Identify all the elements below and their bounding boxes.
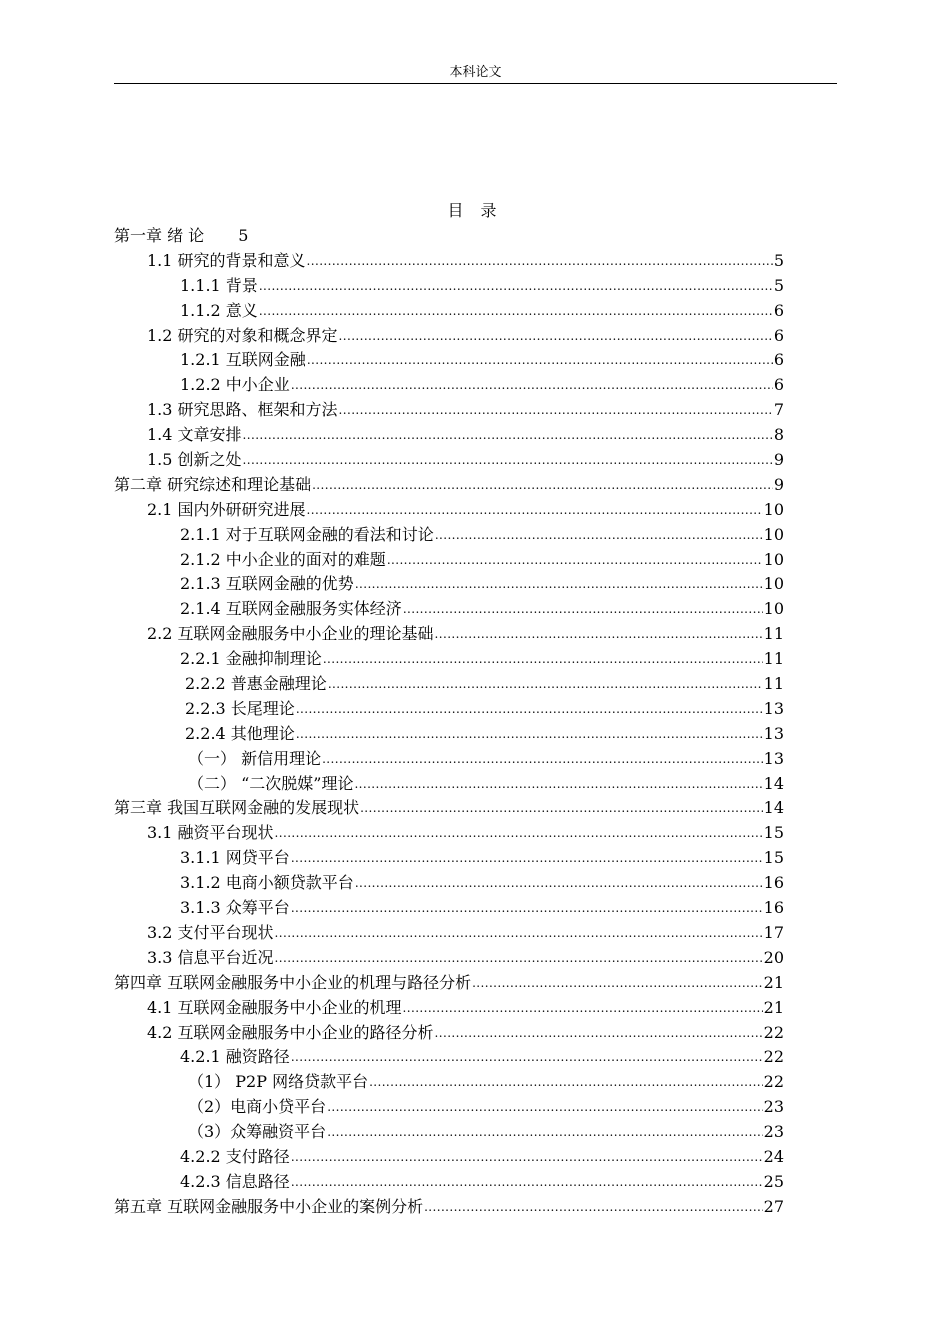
toc-leader-dots	[312, 472, 773, 498]
toc-leader-dots	[243, 447, 773, 473]
toc-entry[interactable]	[114, 348, 784, 373]
toc-entry-label: 1.2.2 中小企业	[180, 375, 290, 395]
toc-leader-dots	[327, 1119, 762, 1145]
toc-leader-dots	[275, 920, 763, 946]
toc-entry-label: 第四章 互联网金融服务中小企业的机理与路径分析	[114, 972, 472, 992]
toc-entry[interactable]	[114, 1095, 784, 1120]
toc-leader-dots	[291, 1044, 763, 1070]
toc-leader-dots	[259, 273, 773, 299]
toc-entry[interactable]	[114, 1145, 784, 1170]
toc-entry-label: 1.4 文章安排	[147, 425, 242, 445]
toc-leader-dots	[323, 646, 763, 672]
toc-entry-page-number: 23	[763, 1122, 784, 1142]
toc-entry[interactable]	[114, 622, 784, 647]
toc-entry-page-number: 6	[773, 300, 784, 320]
toc-entry[interactable]	[114, 548, 784, 573]
toc-entry-page-number: 6	[773, 375, 784, 395]
toc-leader-dots	[435, 1020, 763, 1046]
toc-entry-page-number: 10	[763, 524, 784, 544]
toc-entry-label: 3.2 支付平台现状	[147, 922, 274, 942]
toc-entry-label: 3.1 融资平台现状	[147, 823, 274, 843]
toc-entry[interactable]	[114, 921, 784, 946]
toc-entry[interactable]	[114, 1195, 784, 1220]
toc-entry[interactable]	[114, 423, 784, 448]
toc-leader-dots	[307, 248, 773, 274]
toc-entry-page-number: 24	[763, 1146, 784, 1166]
toc-entry[interactable]	[114, 324, 784, 349]
toc-leader-dots	[339, 397, 773, 423]
toc-entry-label: 2.1 国内外研研究进展	[147, 499, 306, 519]
toc-entry-page-number: 11	[763, 674, 784, 694]
toc-entry[interactable]	[114, 1070, 784, 1095]
toc-entry-page-number: 5	[238, 226, 249, 245]
toc-entry-page-number: 22	[763, 1022, 784, 1042]
toc-entry-label: 4.1 互联网金融服务中小企业的机理	[147, 997, 402, 1017]
toc-entry-page-number: 14	[763, 798, 784, 818]
toc-leader-dots	[424, 1194, 763, 1220]
toc-entry[interactable]	[114, 946, 784, 971]
toc-entry-page-number: 13	[763, 698, 784, 718]
toc-leader-dots	[403, 596, 763, 622]
toc-entry[interactable]	[114, 971, 784, 996]
toc-entry-page-number: 9	[773, 474, 784, 494]
toc-title: 目 录	[447, 201, 503, 220]
toc-entry-page-number: 10	[763, 549, 784, 569]
toc-leader-dots	[275, 945, 763, 971]
toc-entry-page-number: 22	[763, 1072, 784, 1092]
toc-entry[interactable]	[114, 498, 784, 523]
toc-entry-page-number: 25	[763, 1171, 784, 1191]
toc-leader-dots	[339, 323, 773, 349]
toc-entry-label: 4.2 互联网金融服务中小企业的路径分析	[147, 1022, 434, 1042]
toc-entry-label: 2.1.4 互联网金融服务实体经济	[180, 599, 402, 619]
toc-entry[interactable]	[114, 1021, 784, 1046]
toc-entry-page-number: 10	[763, 574, 784, 594]
toc-entry[interactable]	[114, 299, 784, 324]
toc-leader-dots	[291, 1144, 763, 1170]
toc-entry[interactable]	[114, 249, 784, 274]
toc-entry-page-number: 10	[763, 499, 784, 519]
toc-entry-label: （3）众筹融资平台	[188, 1122, 327, 1142]
header-rule	[114, 83, 837, 84]
toc-entry-page-number: 16	[763, 873, 784, 893]
toc-leader-dots	[435, 621, 763, 647]
toc-entry-page-number: 11	[763, 649, 784, 669]
toc-entry-label: 2.1.2 中小企业的面对的难题	[180, 549, 386, 569]
toc-entry[interactable]	[114, 672, 784, 697]
toc-entry[interactable]	[114, 996, 784, 1021]
toc-leader-dots	[296, 721, 763, 747]
toc-leader-dots	[360, 795, 763, 821]
toc-entry-label: 1.5 创新之处	[147, 450, 242, 470]
toc-entry-page-number: 7	[773, 400, 784, 420]
toc-entry-label: 4.2.3 信息路径	[180, 1171, 290, 1191]
toc-entry[interactable]	[114, 896, 784, 921]
toc-entry-label: 2.2.3 长尾理论	[185, 698, 295, 718]
toc-entry-label: 2.2.2 普惠金融理论	[185, 674, 327, 694]
toc-entry-label: 3.1.2 电商小额贷款平台	[180, 873, 354, 893]
toc-entry-label: 1.1 研究的背景和意义	[147, 250, 306, 270]
toc-leader-dots	[275, 820, 763, 846]
toc-leader-dots	[328, 671, 763, 697]
toc-entry[interactable]	[114, 373, 784, 398]
toc-entry-label: 4.2.1 融资路径	[180, 1047, 290, 1067]
toc-leader-dots	[369, 1069, 763, 1095]
toc-entry[interactable]	[114, 224, 784, 249]
toc-entry-page-number: 15	[763, 823, 784, 843]
toc-entry-page-number: 27	[763, 1196, 784, 1216]
toc-entry-page-number: 13	[763, 748, 784, 768]
toc-leader-dots	[354, 771, 762, 797]
toc-entry-page-number: 5	[773, 275, 784, 295]
toc-entry[interactable]	[114, 1045, 784, 1070]
toc-entry[interactable]	[114, 473, 784, 498]
toc-leader-dots	[355, 870, 763, 896]
toc-entry[interactable]	[114, 846, 784, 871]
toc-entry-label: 2.1.1 对于互联网金融的看法和讨论	[180, 524, 434, 544]
toc-entry-label: 第五章 互联网金融服务中小企业的案例分析	[114, 1196, 424, 1216]
toc-leader-dots	[259, 298, 773, 324]
toc-entry-label: 第二章 研究综述和理论基础	[114, 474, 312, 494]
toc-entry-page-number: 16	[763, 898, 784, 918]
toc-entry-page-number: 23	[763, 1097, 784, 1117]
toc-entry-label: 1.2 研究的对象和概念界定	[147, 325, 338, 345]
toc-entry[interactable]	[114, 772, 784, 797]
toc-entry-label: 1.2.1 互联网金融	[180, 350, 306, 370]
toc-entry-label: 4.2.2 支付路径	[180, 1146, 290, 1166]
toc-entry-page-number: 21	[763, 997, 784, 1017]
toc-entry[interactable]	[114, 722, 784, 747]
toc-entry-page-number: 10	[763, 599, 784, 619]
toc-entry-page-number: 21	[763, 972, 784, 992]
toc-entry[interactable]	[114, 871, 784, 896]
toc-entry-page-number: 5	[773, 250, 784, 270]
toc-leader-dots	[387, 547, 763, 573]
toc-entry-label: （2）电商小贷平台	[188, 1097, 327, 1117]
toc-entry[interactable]	[114, 398, 784, 423]
toc-entry-label: 2.1.3 互联网金融的优势	[180, 574, 354, 594]
toc-leader-dots	[291, 372, 773, 398]
toc-entry-label: 2.2 互联网金融服务中小企业的理论基础	[147, 624, 434, 644]
toc-entry[interactable]	[114, 1170, 784, 1195]
toc-entry-label: （一） 新信用理论	[188, 748, 322, 768]
toc-entry-label: 2.2.1 金融抑制理论	[180, 649, 322, 669]
toc-entry[interactable]	[114, 274, 784, 299]
toc-entry-page-number: 9	[773, 450, 784, 470]
toc-leader-dots	[322, 746, 763, 772]
toc-entry[interactable]	[114, 1120, 784, 1145]
toc-entry-page-number: 14	[763, 773, 784, 793]
toc-leader-dots	[296, 696, 763, 722]
table-of-contents	[114, 224, 784, 1220]
toc-entry[interactable]	[114, 597, 784, 622]
toc-entry-label: 第三章 我国互联网金融的发展现状	[114, 798, 360, 818]
toc-leader-dots	[307, 347, 773, 373]
toc-entry[interactable]	[114, 796, 784, 821]
page-header: 本科论文	[449, 65, 502, 80]
toc-entry-label: （1） P2P 网络贷款平台	[188, 1072, 369, 1092]
toc-entry-page-number: 15	[763, 848, 784, 868]
toc-leader-dots	[291, 1169, 763, 1195]
toc-leader-dots	[403, 995, 763, 1021]
toc-entry-label: （二） “二次脱媒”理论	[188, 773, 354, 793]
toc-leader-dots	[355, 571, 763, 597]
toc-entry-page-number: 11	[763, 624, 784, 644]
toc-entry-label: 第一章 绪 论	[114, 226, 205, 245]
toc-entry-label: 3.1.1 网贷平台	[180, 848, 290, 868]
toc-entry[interactable]	[114, 697, 784, 722]
toc-leader-dots	[472, 970, 763, 996]
toc-entry-label: 1.1.1 背景	[180, 275, 258, 295]
toc-entry-label: 1.1.2 意义	[180, 300, 258, 320]
toc-leader-dots	[307, 497, 763, 523]
toc-leader-dots	[243, 422, 773, 448]
toc-leader-dots	[291, 895, 763, 921]
toc-leader-dots	[291, 845, 763, 871]
toc-entry-page-number: 17	[763, 922, 784, 942]
toc-leader-dots	[435, 522, 763, 548]
toc-entry[interactable]	[114, 572, 784, 597]
toc-entry-page-number: 6	[773, 325, 784, 345]
toc-entry-label: 3.1.3 众筹平台	[180, 898, 290, 918]
toc-entry-page-number: 6	[773, 350, 784, 370]
toc-entry[interactable]	[114, 647, 784, 672]
toc-entry[interactable]	[114, 523, 784, 548]
toc-entry-label: 2.2.4 其他理论	[185, 723, 295, 743]
toc-entry[interactable]	[114, 747, 784, 772]
toc-entry-page-number: 13	[763, 723, 784, 743]
toc-leader-dots	[327, 1094, 762, 1120]
toc-entry-label: 1.3 研究思路、框架和方法	[147, 400, 338, 420]
toc-entry-page-number: 20	[763, 947, 784, 967]
toc-entry-page-number: 8	[773, 425, 784, 445]
toc-entry[interactable]	[114, 448, 784, 473]
toc-entry-label: 3.3 信息平台近况	[147, 947, 274, 967]
toc-entry[interactable]	[114, 821, 784, 846]
toc-entry-page-number: 22	[763, 1047, 784, 1067]
